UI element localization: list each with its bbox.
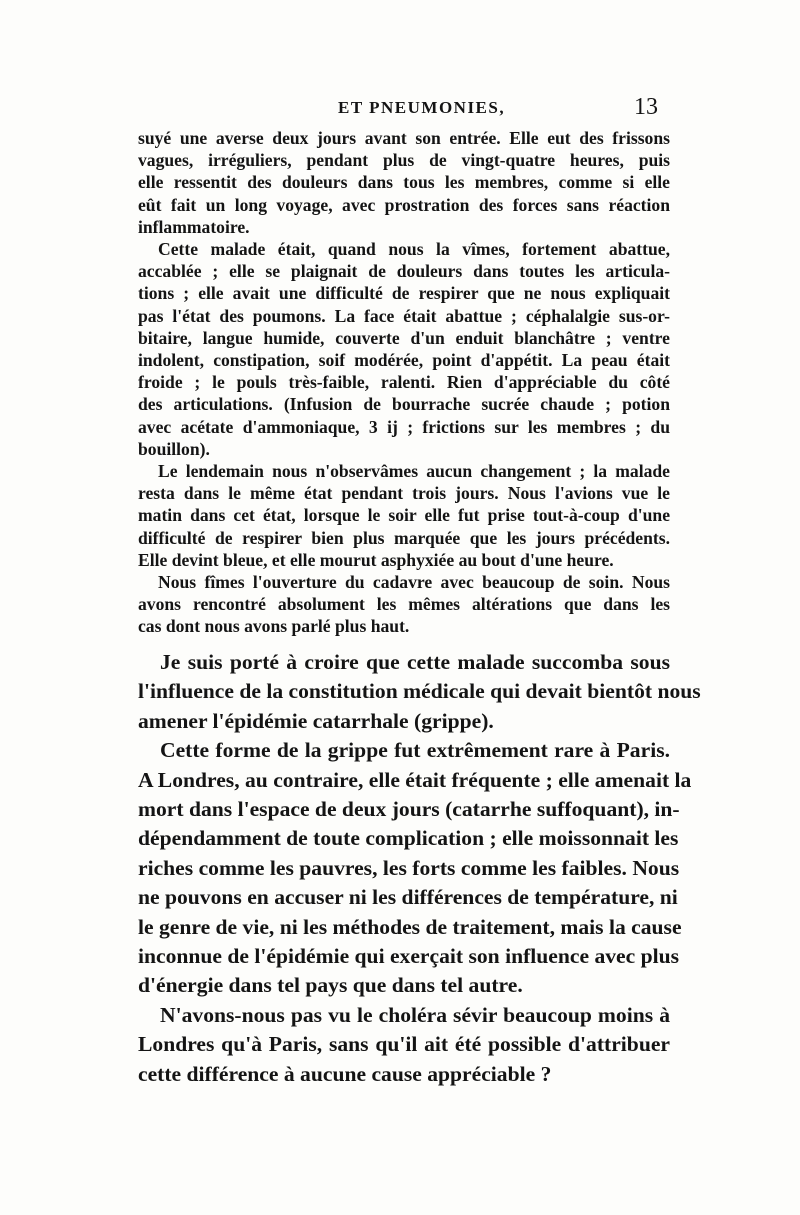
- text-line: Nous fîmes l'ouverture du cadavre avec beaucoup de soin. Nous: [158, 572, 670, 593]
- text-line: resta dans le même état pendant trois jours. Nous l'avions vue le: [138, 483, 670, 504]
- text-line: Elle devint bleue, et elle mourut asphyxiée au bout d'une heure.: [138, 549, 614, 570]
- text-line: bitaire, langue humide, couverte d'un enduit blanchâtre ; ventre: [138, 327, 670, 348]
- text-line: cas dont nous avons parlé plus haut.: [138, 616, 410, 637]
- text-line: le genre de vie, ni les méthodes de traitement, mais la cause: [138, 914, 682, 939]
- running-title: ET PNEUMONIES,: [338, 98, 506, 117]
- text-line: mort dans l'espace de deux jours (catarrhe suffoquant), in-: [138, 797, 680, 822]
- text-line: Cette malade était, quand nous la vîmes, fortement abattue,: [158, 239, 670, 260]
- page-number: 13: [634, 94, 658, 120]
- text-line: avons rencontré absolument les mêmes altérations que dans les: [138, 594, 670, 615]
- text-line: Je suis porté à croire que cette malade succomba sous: [160, 650, 670, 674]
- text-line: A Londres, au contraire, elle était fréquente ; elle amenait la: [138, 767, 692, 792]
- text-line: matin dans cet état, lorsque le soir elle fut prise tout-à-coup d'une: [138, 505, 670, 526]
- text-line: cette différence à aucune cause appréciable ?: [138, 1061, 552, 1086]
- text-line: accablée ; elle se plaignait de douleurs dans toutes les articula-: [138, 261, 670, 282]
- text-line: pas l'état des poumons. La face était abattue ; céphalalgie sus-or-: [138, 305, 670, 326]
- text-line: tions ; elle avait une difficulté de respirer que ne nous expliquait: [138, 283, 670, 304]
- text-line: d'énergie dans tel pays que dans tel autre.: [138, 973, 523, 998]
- text-line: Londres qu'à Paris, sans qu'il ait été possible d'attribuer: [138, 1032, 670, 1057]
- text-line: Cette forme de la grippe fut extrêmement rare à Paris.: [160, 738, 670, 763]
- text-line: vagues, irréguliers, pendant plus de vingt-quatre heures, puis: [138, 150, 670, 171]
- text-line: inconnue de l'épidémie qui exerçait son influence avec plus: [138, 944, 680, 969]
- small-print-section: [138, 127, 670, 638]
- text-line: riches comme les pauvres, les forts comme les faibles. Nous: [138, 855, 680, 880]
- text-line: des articulations. (Infusion de bourrache sucrée chaude ; potion: [138, 394, 670, 415]
- text-line: l'influence de la constitution médicale qui devait bientôt nous: [138, 679, 701, 704]
- text-line: avec acétate d'ammoniaque, 3 ij ; frictions sur les membres ; du: [138, 416, 670, 437]
- text-line: ne pouvons en accuser ni les différences de température, ni: [138, 885, 678, 910]
- text-line: froide ; le pouls très-faible, ralenti. Rien d'appréciable du côté: [138, 372, 670, 393]
- text-line: inflammatoire.: [138, 216, 250, 237]
- page-header: [138, 94, 658, 124]
- text-line: bouillon).: [138, 438, 210, 459]
- text-line: elle ressentit des douleurs dans tous les membres, comme si elle: [138, 172, 670, 193]
- text-line: amener l'épidémie catarrhale (grippe).: [138, 708, 494, 733]
- text-line: difficulté de respirer bien plus marquée que les jours précédents.: [138, 527, 670, 548]
- text-line: eût fait un long voyage, avec prostration des forces sans réaction: [138, 194, 670, 215]
- text-line: indolent, constipation, soif modérée, point d'appétit. La peau était: [138, 350, 670, 371]
- text-line: N'avons-nous pas vu le choléra sévir beaucoup moins à: [160, 1002, 670, 1027]
- large-print-section: [138, 648, 701, 1089]
- text-line: dépendamment de toute complication ; elle moissonnait les: [138, 826, 679, 851]
- text-line: suyé une averse deux jours avant son entrée. Elle eut des frissons: [138, 128, 670, 148]
- text-line: Le lendemain nous n'observâmes aucun changement ; la malade: [158, 461, 670, 482]
